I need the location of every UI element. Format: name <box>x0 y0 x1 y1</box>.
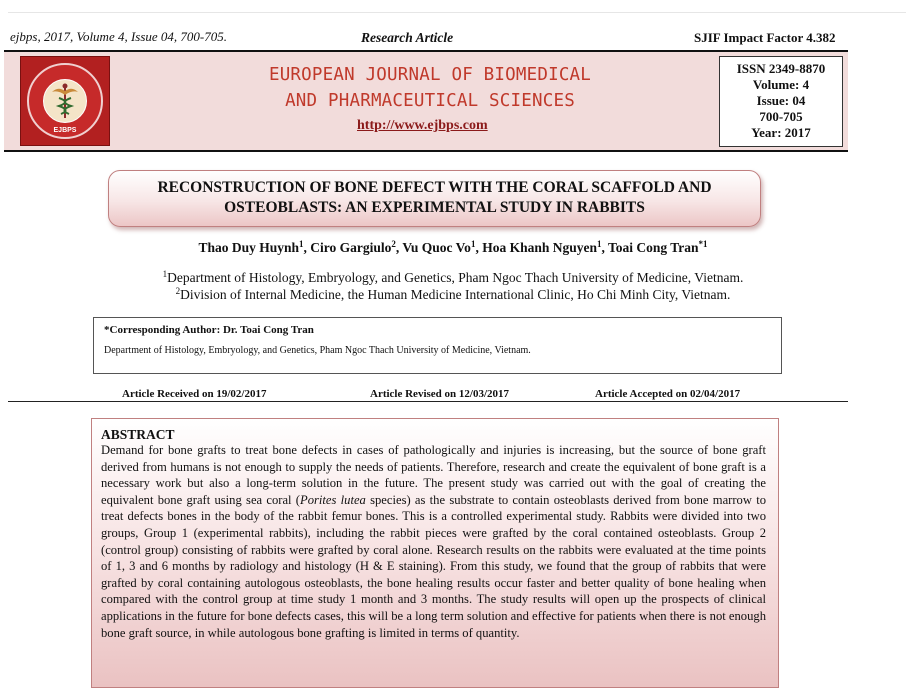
date-accepted: Article Accepted on 02/04/2017 <box>595 388 741 400</box>
corresponding-dept: Department of Histology, Embryology, and Genetics, Pham Ngoc Thach University of Medicine, Vietnam. <box>104 345 531 356</box>
species-name: Porites lutea <box>300 492 366 507</box>
affiliation-2-text: Division of Internal Medicine, the Human Medicine International Clinic, Ho Chi Minh City, Vietnam. <box>180 287 731 302</box>
affiliation-2 <box>0 287 906 303</box>
journal-title-line1: EUROPEAN JOURNAL OF BIOMEDICAL <box>268 65 592 85</box>
author-sup: *1 <box>698 239 708 249</box>
affiliation-1-sup: 1 <box>162 269 168 279</box>
author: Ciro Gargiulo <box>310 240 392 255</box>
author-list <box>0 240 906 256</box>
abstract-text <box>101 442 766 641</box>
author-sep: , <box>303 240 311 255</box>
abstract-text-part1: Demand for bone grafts to treat bone defects in cases of pathologically and injuries is increasing, but the source of bone graft derived from humans is not enough to supply the needs of patients. Therefore, research and create the equivalent of bone graft is a necessary work but also a long-term solution in the future. The present study was carried out with the goal of creating the equivalent bone graft using sea coral ( <box>101 443 766 507</box>
corresponding-author-box <box>93 317 782 374</box>
date-revised: Article Revised on 12/03/2017 <box>370 388 510 400</box>
section-divider <box>8 401 848 402</box>
date-received: Article Received on 19/02/2017 <box>122 388 267 400</box>
citation: ejbps, 2017, Volume 4, Issue 04, 700-705. <box>10 29 228 44</box>
author-sep: , <box>475 240 483 255</box>
affiliation-1 <box>0 270 906 286</box>
article-title-line2: OSTEOBLASTS: AN EXPERIMENTAL STUDY IN RABBITS <box>224 199 645 216</box>
issn-box <box>719 56 843 147</box>
author: Vu Quoc Vo <box>402 240 471 255</box>
author-sup: 1 <box>298 239 304 249</box>
journal-url-link[interactable]: http://www.ejbps.com <box>357 118 488 133</box>
top-rule <box>8 12 906 13</box>
caduceus-icon <box>43 79 87 123</box>
issue: Issue: 04 <box>756 93 806 108</box>
pages: 700-705 <box>759 109 803 124</box>
author-sep: , <box>601 240 608 255</box>
affiliation-2-sup: 2 <box>175 286 181 296</box>
article-title <box>108 170 761 227</box>
author-sep: , <box>395 240 403 255</box>
author: Thao Duy Huynh <box>198 240 299 255</box>
author-sup: 1 <box>596 239 602 249</box>
author-sup: 1 <box>470 239 476 249</box>
author: Hoa Khanh Nguyen <box>482 240 597 255</box>
impact-factor: SJIF Impact Factor 4.382 <box>694 30 836 45</box>
article-title-line1: RECONSTRUCTION OF BONE DEFECT WITH THE CORAL SCAFFOLD AND <box>157 179 712 196</box>
issn: ISSN 2349-8870 <box>736 61 826 76</box>
volume: Volume: 4 <box>752 77 810 92</box>
affiliation-1-text: Department of Histology, Embryology, and Genetics, Pham Ngoc Thach University of Medicine, Vietnam. <box>167 270 744 285</box>
abstract-text-part2: species) as the substrate to contain osteoblasts derived from bone marrow to treat defects bones in the body of the rabbit femur bones. This is a controlled experimental study. Rabbits were divided into two groups, Group 1 (experimental rabbits), including the rabbit pieces were grafted by the coral contained osteoblasts. Group 2 (control group) consisting of rabbits were grafted by coral alone. Research results on the rabbits were evaluated at the time points of 1, 3 and 6 months by radiology and histology (H & E staining). From this study, we found that the group of rabbits that were grafted by coral containing autologous osteoblasts, the bone healing results occur faster and better quality of bone healing when compared with the control group at time study 1 month and 3 months. The study results will open up the prospects of clinical applications in the future for bone defects cases, this will be a long term solution and effective for patients when there is not enough bone graft source, in while autologous bone grafting is limited in terms of quantity. <box>101 492 766 640</box>
author-sup: 2 <box>391 239 396 249</box>
journal-logo <box>20 56 110 146</box>
journal-title-line2: AND PHARMACEUTICAL SCIENCES <box>285 91 575 111</box>
article-type: Research Article <box>361 30 454 45</box>
year: Year: 2017 <box>751 125 811 140</box>
abstract-heading: ABSTRACT <box>101 427 175 442</box>
abstract-box <box>91 418 779 688</box>
corresponding-author: *Corresponding Author: Dr. Toai Cong Tran <box>104 324 314 336</box>
logo-text: EJBPS <box>53 127 77 134</box>
author: Toai Cong Tran <box>608 240 699 255</box>
